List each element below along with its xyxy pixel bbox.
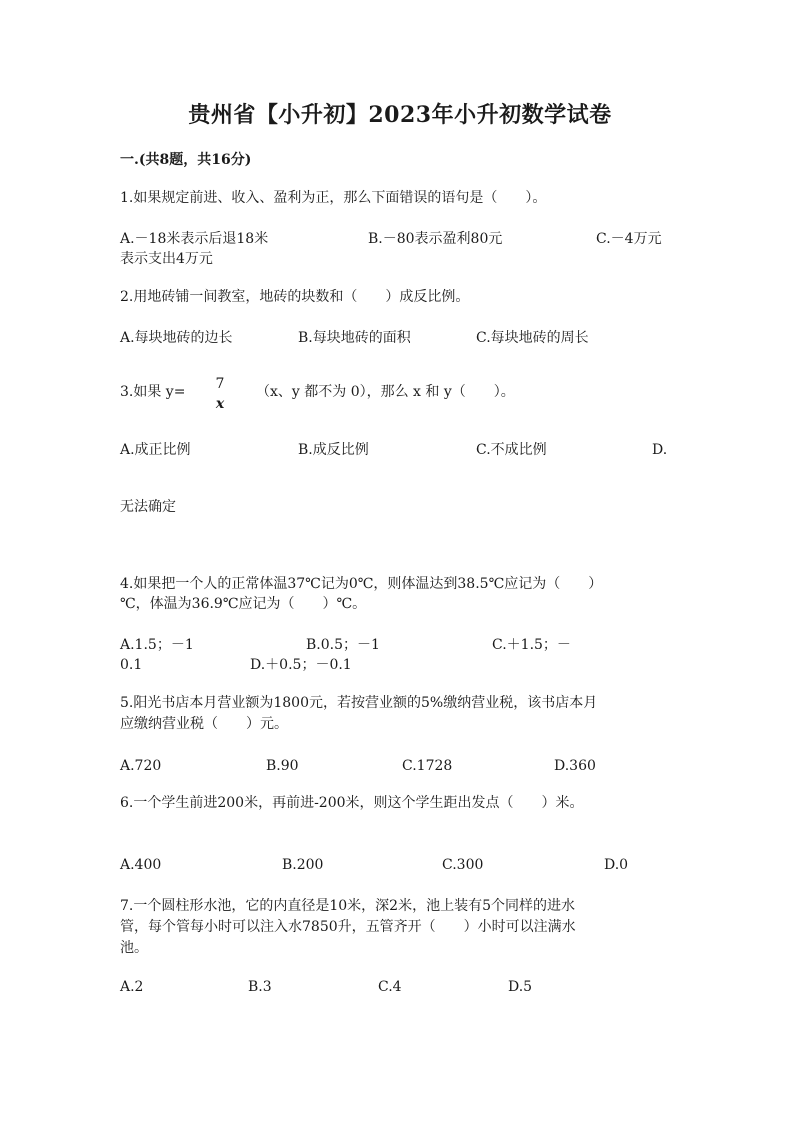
option-c-continued: 表示支出4万元 [120,251,213,267]
question-stem-line-3: 池。 [120,940,148,956]
question-stem: 1.如果规定前进、收入、盈利为正，那么下面错误的语句是（ ）。 [120,190,547,206]
question-stem: 6.一个学生前进200米，再前进-200米，则这个学生距出发点（ ）米。 [120,795,584,811]
option-a: A.1.5；－1 [120,637,194,653]
option-d: D. [652,442,668,458]
option-b: B.－80表示盈利80元 [368,231,503,247]
option-d: D.360 [554,758,596,774]
fraction-denominator: x [215,396,225,412]
question-stem-line-2: ℃，体温为36.9℃应记为（ ）℃。 [120,596,367,612]
option-d: D.0 [604,857,629,873]
question-stem: 2.用地砖铺一间教室，地砖的块数和（ ）成反比例。 [120,289,470,305]
option-c-continued: 0.1 [120,657,143,673]
question-stem-line-1: 7.一个圆柱形水池，它的内直径是10米，深2米，池上装有5个同样的进水 [120,898,575,914]
option-c: C.＋1.5；－ [492,637,571,653]
option-b: B.0.5；－1 [306,637,380,653]
fraction-numerator: 7 [215,376,225,392]
question-stem-line-2: 应缴纳营业税（ ）元。 [120,716,288,732]
option-d: D.＋0.5；－0.1 [250,657,352,673]
option-b: B.200 [282,857,324,873]
page-title: 贵州省【小升初】2023年小升初数学试卷 [188,102,612,128]
question-stem-line-2: 管，每个管每小时可以注入水7850升，五管齐开（ ）小时可以注满水 [120,919,576,935]
option-c: C.4 [378,979,402,995]
option-c: C.1728 [402,758,453,774]
option-a: A.－18米表示后退18米 [120,231,269,247]
option-a: A.400 [120,857,162,873]
option-a: A.720 [120,758,162,774]
option-a: A.成正比例 [120,442,191,458]
question-stem-line-1: 5.阳光书店本月营业额为1800元，若按营业额的5%缴纳营业税，该书店本月 [120,695,598,711]
option-d-continued: 无法确定 [120,499,176,515]
option-b: B.3 [248,979,272,995]
option-c: C.每块地砖的周长 [476,330,589,346]
question-stem-suffix: （x、y 都不为 0），那么 x 和 y（ ）。 [256,384,515,400]
option-d: D.5 [508,979,533,995]
option-a: A.2 [120,979,144,995]
question-stem-line-1: 4.如果把一个人的正常体温37℃记为0℃，则体温达到38.5℃应记为（ ） [120,576,603,592]
option-b: B.成反比例 [298,442,369,458]
option-a: A.每块地砖的边长 [120,330,233,346]
question-stem-prefix: 3.如果 y= [120,384,186,400]
option-b: B.90 [266,758,299,774]
option-c: C.300 [442,857,484,873]
option-c: C.不成比例 [476,442,547,458]
option-c: C.－4万元 [596,231,662,247]
option-b: B.每块地砖的面积 [298,330,411,346]
fraction [212,376,228,412]
section-heading: 一.(共8题，共16分) [120,152,252,168]
